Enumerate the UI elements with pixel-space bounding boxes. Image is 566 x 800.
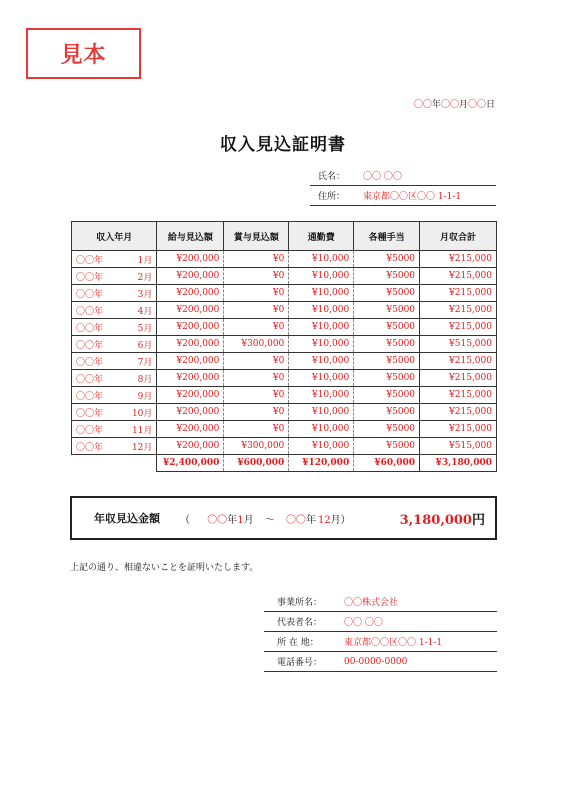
representative-label: 代表者名： [277, 618, 323, 628]
applicant-info [310, 166, 496, 206]
row-year: 〇〇年 [76, 357, 104, 368]
cell-period [72, 319, 157, 336]
cell-monthly-total: ¥215,000 [420, 370, 497, 387]
period-range [180, 511, 351, 526]
cell-monthly-total: ¥515,000 [420, 336, 497, 353]
row-year: 〇〇年 [76, 391, 104, 402]
table-row [72, 404, 497, 421]
cell-salary: ¥200,000 [157, 319, 224, 336]
cell-salary: ¥200,000 [157, 353, 224, 370]
cell-commute: ¥10,000 [289, 370, 354, 387]
cell-allowance: ¥5000 [354, 370, 420, 387]
cell-period [72, 268, 157, 285]
cell-salary: ¥200,000 [157, 336, 224, 353]
total-allowance: ¥60,000 [354, 455, 420, 472]
table-row [72, 421, 497, 438]
cell-salary: ¥200,000 [157, 438, 224, 455]
cell-period [72, 438, 157, 455]
total-commute: ¥120,000 [289, 455, 354, 472]
header-period: 収入年月 [72, 222, 157, 251]
period-from-month-unit: 月 [243, 514, 254, 526]
cell-monthly-total: ¥215,000 [420, 319, 497, 336]
cell-period [72, 302, 157, 319]
annual-amount-unit: 円 [471, 512, 485, 528]
table-row [72, 353, 497, 370]
row-month: 4月 [137, 306, 153, 317]
cell-salary: ¥200,000 [157, 387, 224, 404]
cell-allowance: ¥5000 [354, 404, 420, 421]
row-year: 〇〇年 [76, 408, 104, 419]
office-row [264, 592, 497, 612]
row-month: 11月 [131, 425, 153, 436]
address-row [310, 186, 496, 206]
table-row [72, 319, 497, 336]
representative-value: 〇〇 〇〇 [344, 618, 383, 628]
row-month: 8月 [137, 374, 153, 385]
cell-commute: ¥10,000 [289, 302, 354, 319]
date-month-unit: 月 [458, 100, 468, 110]
signatory-block [264, 592, 497, 672]
cell-bonus: ¥0 [224, 353, 289, 370]
row-month: 1月 [137, 255, 153, 266]
totals-row [72, 455, 497, 472]
cell-commute: ¥10,000 [289, 285, 354, 302]
cell-bonus: ¥0 [224, 268, 289, 285]
period-from-year-value: 〇〇 [207, 514, 228, 526]
row-year: 〇〇年 [76, 340, 104, 351]
date-day-unit: 日 [485, 100, 495, 110]
phone-value: 00-0000-0000 [344, 656, 408, 667]
row-year: 〇〇年 [76, 425, 104, 436]
cell-period [72, 404, 157, 421]
row-month: 2月 [137, 272, 153, 283]
sample-stamp: 見本 [26, 28, 141, 79]
header-bonus: 賞与見込額 [224, 222, 289, 251]
cell-bonus: ¥0 [224, 319, 289, 336]
date-year-unit: 年 [431, 100, 441, 110]
date-month-value: 〇〇 [440, 100, 459, 110]
address-label: 住所： [318, 192, 346, 202]
row-month: 12月 [131, 442, 153, 453]
row-year: 〇〇年 [76, 323, 104, 334]
name-row [310, 166, 496, 186]
table-row [72, 438, 497, 455]
period-from-year-unit: 年 [227, 514, 238, 526]
row-month: 6月 [137, 340, 153, 351]
cell-period [72, 421, 157, 438]
table-row [72, 370, 497, 387]
row-year: 〇〇年 [76, 306, 104, 317]
date-day-value: 〇〇 [467, 100, 486, 110]
row-year: 〇〇年 [76, 442, 104, 453]
row-year: 〇〇年 [76, 272, 104, 283]
cell-allowance: ¥5000 [354, 285, 420, 302]
header-allowance: 各種手当 [354, 222, 420, 251]
cell-commute: ¥10,000 [289, 251, 354, 268]
cell-monthly-total: ¥215,000 [420, 285, 497, 302]
totals-blank [72, 455, 157, 472]
row-year: 〇〇年 [76, 374, 104, 385]
cell-bonus: ¥300,000 [224, 438, 289, 455]
cell-salary: ¥200,000 [157, 285, 224, 302]
row-month: 9月 [137, 391, 153, 402]
cell-commute: ¥10,000 [289, 404, 354, 421]
table-row [72, 302, 497, 319]
cell-monthly-total: ¥215,000 [420, 421, 497, 438]
office-label: 事業所名： [277, 598, 323, 608]
cell-bonus: ¥0 [224, 404, 289, 421]
document-title: 収入見込証明書 [220, 135, 346, 155]
cell-allowance: ¥5000 [354, 353, 420, 370]
cell-commute: ¥10,000 [289, 336, 354, 353]
office-value: 〇〇株式会社 [344, 598, 399, 608]
cell-allowance: ¥5000 [354, 421, 420, 438]
period-to-month-unit: 月） [330, 514, 351, 526]
row-year: 〇〇年 [76, 255, 104, 266]
cell-period [72, 251, 157, 268]
cell-monthly-total: ¥215,000 [420, 251, 497, 268]
table-row [72, 285, 497, 302]
cell-monthly-total: ¥215,000 [420, 353, 497, 370]
location-row [264, 632, 497, 652]
table-row [72, 336, 497, 353]
annual-summary-box [70, 496, 497, 540]
cell-allowance: ¥5000 [354, 251, 420, 268]
cell-monthly-total: ¥215,000 [420, 268, 497, 285]
cell-period [72, 285, 157, 302]
period-tilde: 〜 [264, 514, 275, 526]
cell-monthly-total: ¥215,000 [420, 302, 497, 319]
row-month: 7月 [137, 357, 153, 368]
cell-period [72, 353, 157, 370]
cell-allowance: ¥5000 [354, 302, 420, 319]
cell-bonus: ¥0 [224, 421, 289, 438]
total-salary: ¥2,400,000 [157, 455, 224, 472]
cell-commute: ¥10,000 [289, 268, 354, 285]
location-value: 東京都〇〇区〇〇 1-1-1 [344, 638, 443, 648]
period-to-year-value: 〇〇 [285, 514, 306, 526]
issue-date [414, 97, 495, 110]
cell-salary: ¥200,000 [157, 404, 224, 421]
cell-salary: ¥200,000 [157, 268, 224, 285]
annual-label: 年収見込金額 [94, 512, 160, 525]
cell-commute: ¥10,000 [289, 421, 354, 438]
income-table [71, 221, 497, 472]
table-row [72, 387, 497, 404]
cell-period [72, 336, 157, 353]
annual-amount [400, 509, 485, 528]
row-month: 10月 [131, 408, 153, 419]
cell-bonus: ¥0 [224, 285, 289, 302]
cell-commute: ¥10,000 [289, 387, 354, 404]
total-bonus: ¥600,000 [224, 455, 289, 472]
cell-monthly-total: ¥215,000 [420, 404, 497, 421]
cell-allowance: ¥5000 [354, 268, 420, 285]
cell-allowance: ¥5000 [354, 319, 420, 336]
cell-monthly-total: ¥215,000 [420, 387, 497, 404]
date-year-value: 〇〇 [413, 100, 432, 110]
total-annual: ¥3,180,000 [420, 455, 497, 472]
header-commute: 通勤費 [289, 222, 354, 251]
cell-commute: ¥10,000 [289, 438, 354, 455]
cell-commute: ¥10,000 [289, 353, 354, 370]
cell-bonus: ¥0 [224, 251, 289, 268]
header-salary: 給与見込額 [157, 222, 224, 251]
table-header-row [72, 222, 497, 251]
annual-amount-value: 3,180,000 [399, 512, 472, 528]
name-value: 〇〇 〇〇 [363, 172, 402, 182]
phone-row [264, 652, 497, 672]
period-open: （ [180, 514, 190, 526]
table-row [72, 268, 497, 285]
cell-period [72, 370, 157, 387]
address-value: 東京都〇〇区〇〇 1-1-1 [363, 192, 462, 202]
cell-salary: ¥200,000 [157, 370, 224, 387]
certification-statement: 上記の通り、相違ないことを証明いたします。 [70, 563, 259, 573]
table-row [72, 251, 497, 268]
cell-salary: ¥200,000 [157, 251, 224, 268]
cell-commute: ¥10,000 [289, 319, 354, 336]
cell-bonus: ¥0 [224, 370, 289, 387]
cell-allowance: ¥5000 [354, 438, 420, 455]
cell-bonus: ¥300,000 [224, 336, 289, 353]
cell-period [72, 387, 157, 404]
location-label: 所 在 地： [277, 638, 319, 648]
cell-bonus: ¥0 [224, 302, 289, 319]
period-to-year-unit: 年 [305, 514, 316, 526]
phone-label: 電話番号： [277, 658, 323, 668]
row-year: 〇〇年 [76, 289, 104, 300]
cell-salary: ¥200,000 [157, 302, 224, 319]
header-monthly-total: 月収合計 [420, 222, 497, 251]
cell-monthly-total: ¥515,000 [420, 438, 497, 455]
period-from-month-value: 1 [237, 514, 244, 526]
row-month: 3月 [137, 289, 153, 300]
cell-allowance: ¥5000 [354, 336, 420, 353]
cell-allowance: ¥5000 [354, 387, 420, 404]
representative-row [264, 612, 497, 632]
period-to-month-value: 12 [317, 514, 331, 526]
name-label: 氏名： [318, 172, 346, 182]
row-month: 5月 [137, 323, 153, 334]
cell-bonus: ¥0 [224, 387, 289, 404]
cell-salary: ¥200,000 [157, 421, 224, 438]
